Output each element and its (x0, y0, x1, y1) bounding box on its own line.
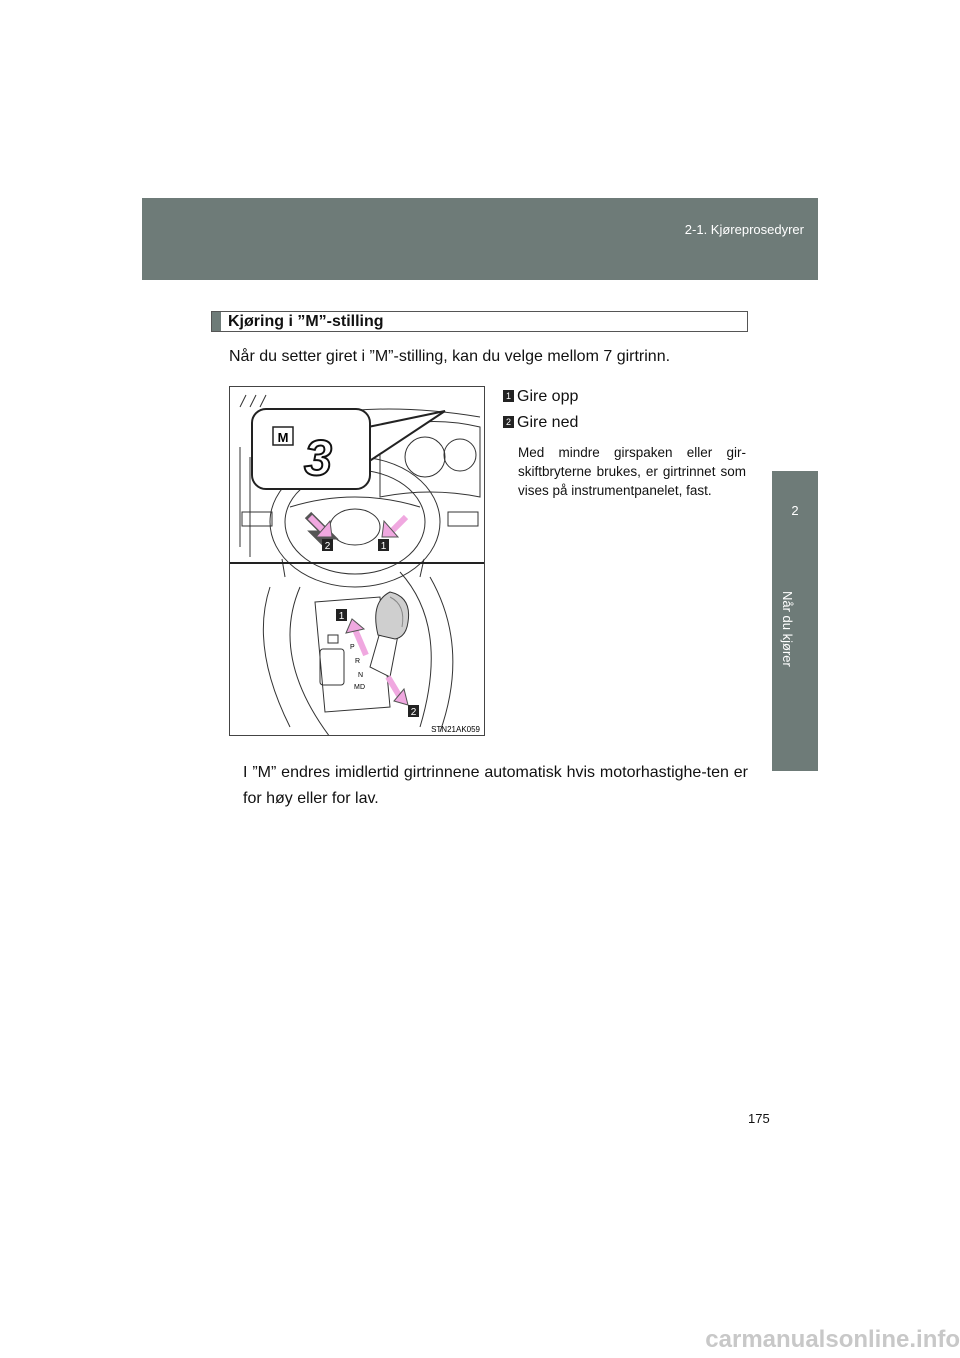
gate-label-p: P (350, 644, 355, 651)
display-gear: 3 (304, 430, 332, 486)
shift-knob (370, 592, 409, 677)
legend-badge-1: 1 (503, 390, 514, 402)
chapter-tab (772, 471, 818, 771)
gear-illustration (229, 386, 485, 736)
bottom-paragraph: I ”M” endres imidlertid girtrinnene automatisk hvis motorhastighe-ten er for høy eller for lav. (243, 764, 748, 807)
legend-badge-2: 2 (503, 416, 514, 428)
intro-paragraph: Når du setter giret i ”M”-stilling, kan du velge mellom 7 girtrinn. (229, 348, 671, 365)
note-text: Med mindre girspaken eller gir-skiftbryterne brukes, er girtrinnet som vises på instrumentpanelet, fast. (518, 445, 746, 498)
chapter-number: 2 (791, 503, 799, 518)
gate-label-n: N (358, 672, 364, 679)
illustration-svg (230, 387, 485, 736)
image-code: STN21AK059 (431, 725, 480, 734)
gate-label-m: M (354, 684, 360, 691)
legend-item-1 (503, 388, 578, 406)
callout-2-top: 2 (324, 541, 331, 552)
section-heading (211, 311, 748, 332)
header-band (142, 198, 818, 280)
legend-label-1: Gire opp (517, 388, 579, 405)
watermark: carmanualsonline.info (705, 1326, 960, 1353)
legend-item-2 (503, 414, 578, 432)
heading-bar (212, 312, 221, 331)
legend-label-2: Gire ned (517, 414, 579, 431)
gate-label-d: D (360, 684, 366, 691)
section-heading-text: Kjøring i ”M”-stilling (228, 313, 384, 330)
chapter-label: Når du kjører (780, 591, 795, 667)
display-mode: M (277, 430, 289, 445)
gate-label-r: R (355, 658, 361, 665)
page-number: 175 (748, 1111, 770, 1126)
callout-1-bottom: 1 (338, 611, 345, 622)
callout-2-bottom: 2 (410, 707, 417, 718)
console-scene (263, 572, 453, 736)
callout-1-top: 1 (380, 541, 387, 552)
section-header: 2-1. Kjøreprosedyrer (684, 222, 804, 237)
